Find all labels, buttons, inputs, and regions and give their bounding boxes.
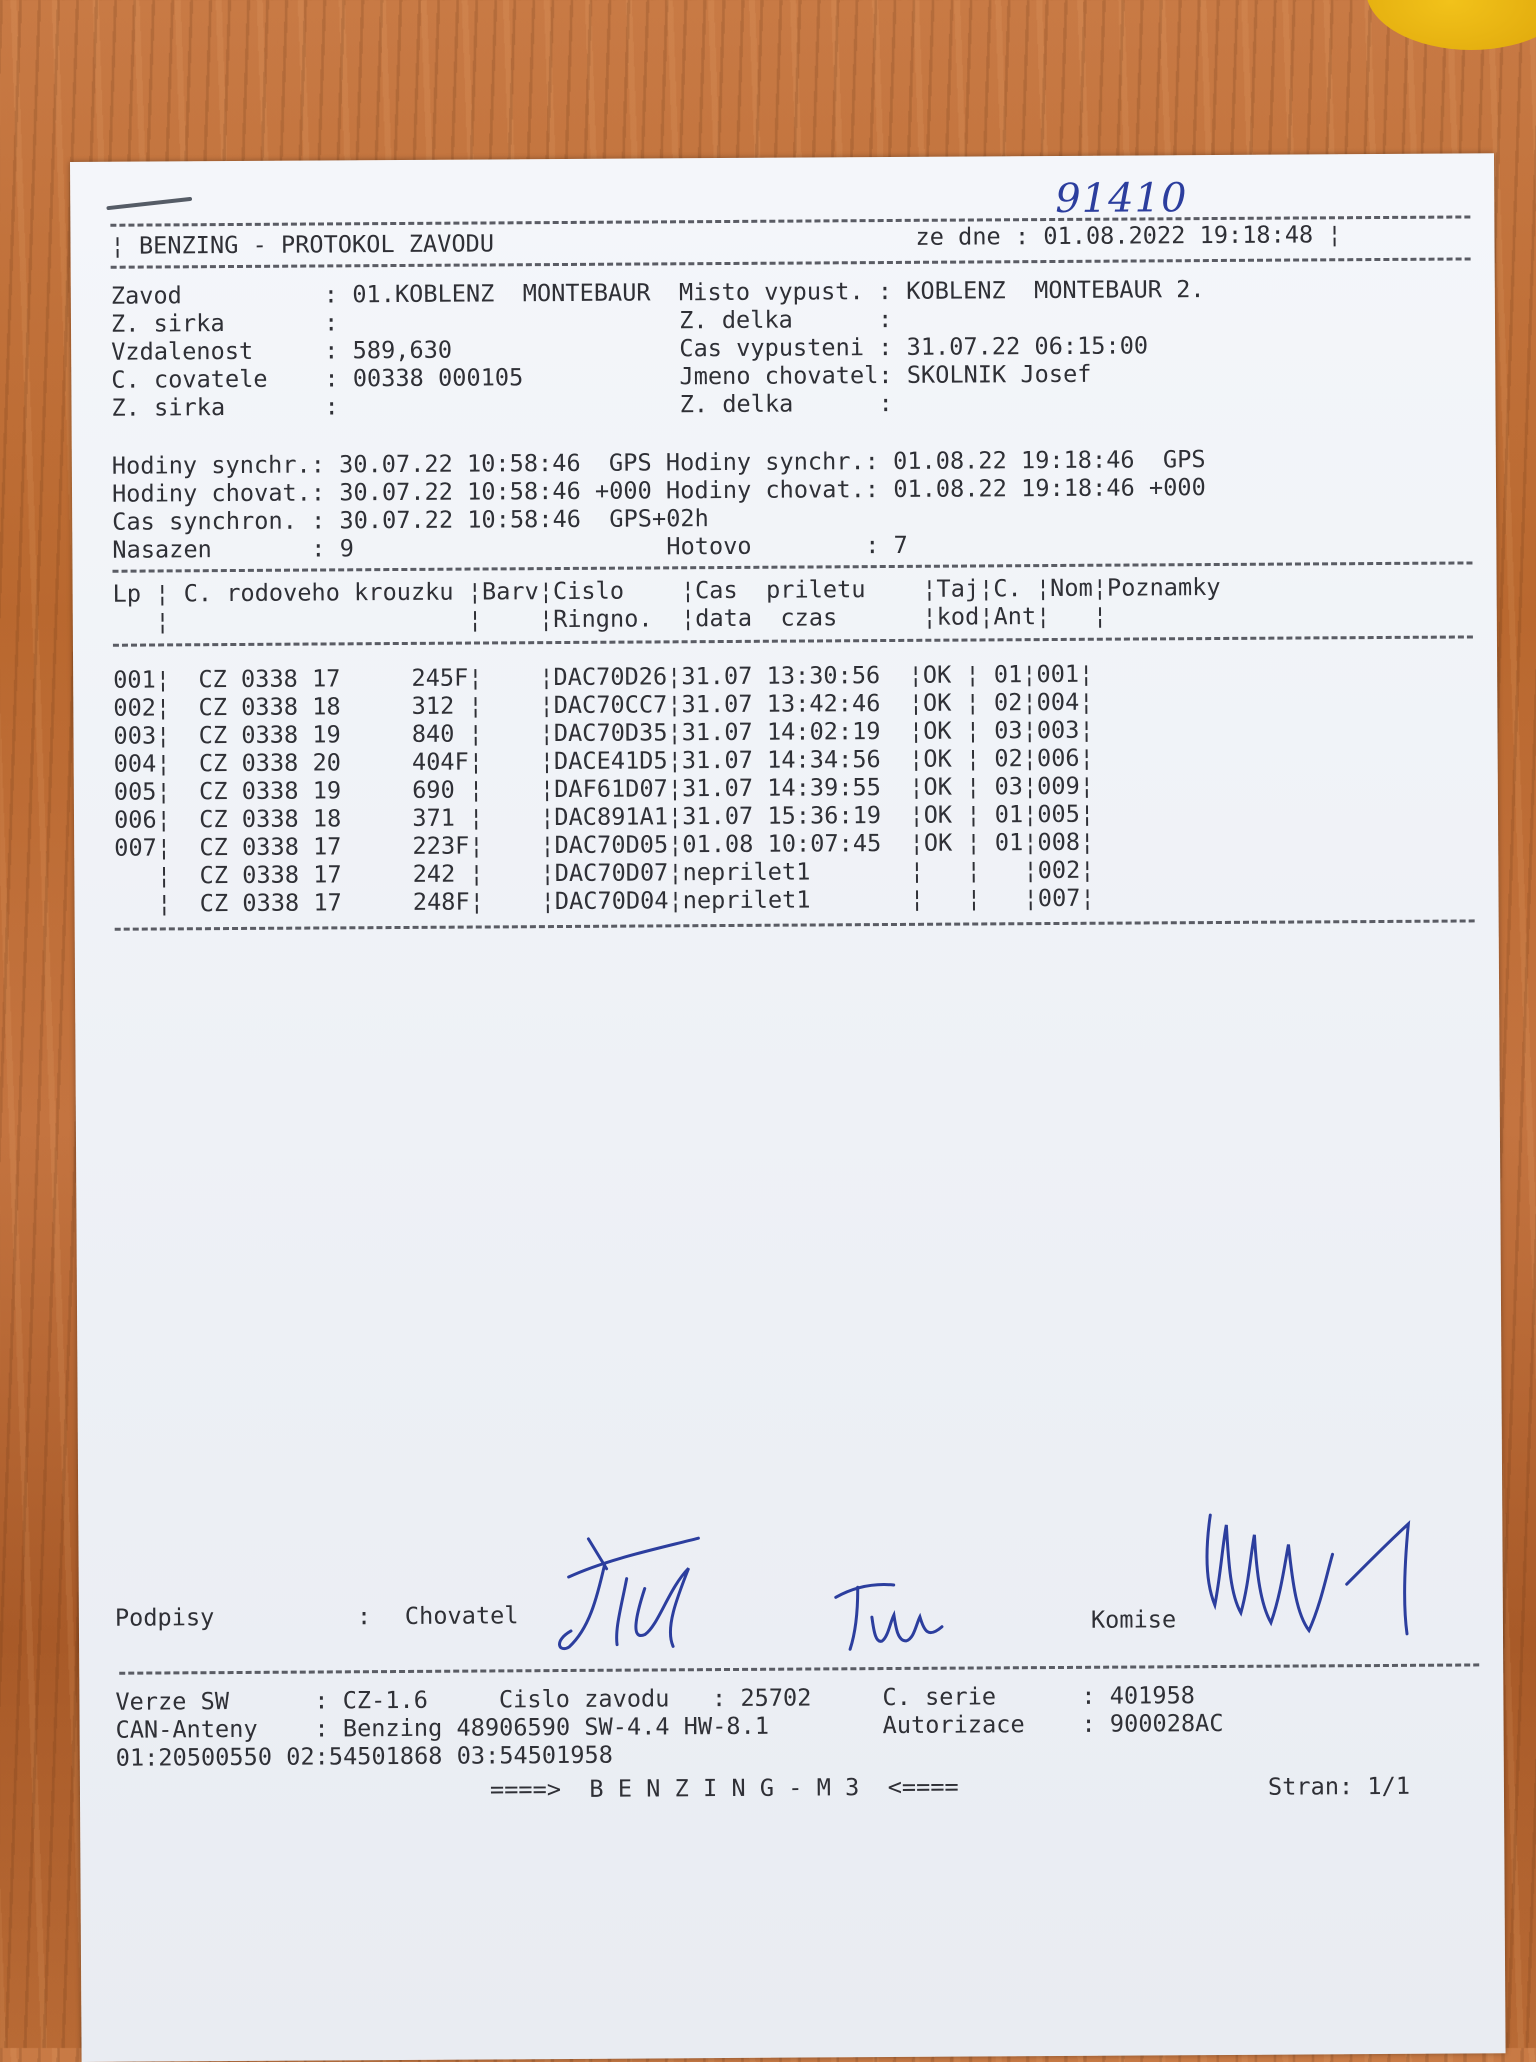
table-row: ¦ CZ 0338 17 242 ¦ ¦DAC70D07¦neprilet1 ¦ ¦ ¦002¦ bbox=[114, 855, 1095, 890]
info-line: C. covatele : 00338 000105 Jmeno chovatel: SKOLNIK Josef bbox=[111, 359, 1092, 394]
table-header: ¦ ¦ ¦Ringno. ¦data czas ¦kod¦Ant¦ ¦ bbox=[112, 601, 1108, 636]
table-row: 004¦ CZ 0338 20 404F¦ ¦DACE41D5¦31.07 14:34:56 ¦OK ¦ 02¦006¦ bbox=[113, 743, 1094, 778]
signatures-label: Podpisy bbox=[114, 1603, 215, 1632]
second-signature bbox=[824, 1567, 955, 1658]
commission-signature bbox=[1196, 1494, 1427, 1655]
table-row: 001¦ CZ 0338 17 245F¦ ¦DAC70D26¦31.07 13:30:56 ¦OK ¦ 01¦001¦ bbox=[113, 659, 1094, 694]
table-row: 005¦ CZ 0338 19 690 ¦ ¦DAF61D07¦31.07 14:39:55 ¦OK ¦ 03¦009¦ bbox=[113, 771, 1095, 806]
divider bbox=[113, 635, 1473, 646]
protocol-title: ¦ BENZING - PROTOKOL ZAVODU bbox=[110, 229, 495, 260]
table-row: ¦ CZ 0338 17 248F¦ ¦DAC70D04¦neprilet1 ¦ ¦ ¦007¦ bbox=[114, 883, 1095, 918]
divider bbox=[111, 257, 1471, 268]
race-protocol-sheet bbox=[70, 153, 1506, 2062]
yellow-mug bbox=[1366, 0, 1536, 50]
table-header: Lp ¦ C. rodoveho krouzku ¦Barv¦Cislo ¦Cas priletu ¦Taj¦C. ¦Nom¦Poznamky bbox=[112, 572, 1221, 608]
staple bbox=[106, 197, 192, 210]
signatures-colon: : bbox=[356, 1602, 372, 1631]
clock-line: Cas synchron. : 30.07.22 10:58:46 GPS+02h bbox=[112, 504, 709, 536]
table-row: 003¦ CZ 0338 19 840 ¦ ¦DAC70D35¦31.07 14:02:19 ¦OK ¦ 03¦003¦ bbox=[113, 715, 1094, 750]
info-line: Z. sirka : Z. delka : bbox=[111, 388, 893, 422]
footer-line: CAN-Anteny : Benzing 48906590 SW-4.4 HW-8.1 Autorizace : 900028AC bbox=[115, 1708, 1224, 1744]
divider bbox=[115, 919, 1475, 930]
komise-label: Komise bbox=[1090, 1605, 1177, 1634]
table-row: 006¦ CZ 0338 18 371 ¦ ¦DAC891A1¦31.07 15:36:19 ¦OK ¦ 01¦005¦ bbox=[113, 799, 1095, 834]
chovatel-label: Chovatel bbox=[404, 1601, 519, 1630]
footer-line: Verze SW : CZ-1.6 Cislo zavodu : 25702 C. serie : 401958 bbox=[115, 1681, 1196, 1716]
brand-line: ====> B E N Z I N G - M 3 <==== bbox=[489, 1772, 959, 1804]
info-line: Vzdalenost : 589,630 Cas vypusteni : 31.07.22 06:15:00 bbox=[111, 331, 1149, 366]
page-number: Stran: 1/1 bbox=[1267, 1771, 1411, 1801]
clock-line: Nasazen : 9 Hotovo : 7 bbox=[112, 530, 908, 564]
breeder-signature bbox=[548, 1528, 709, 1659]
table-row: 002¦ CZ 0338 18 312 ¦ ¦DAC70CC7¦31.07 13:42:46 ¦OK ¦ 02¦004¦ bbox=[113, 687, 1094, 722]
divider bbox=[112, 561, 1472, 572]
footer-line: 01:20500550 02:54501868 03:54501958 bbox=[115, 1740, 613, 1772]
info-line: Z. sirka : Z. delka : bbox=[110, 304, 893, 338]
handwritten-number: 91410 bbox=[1055, 175, 1188, 222]
clock-line: Hodiny synchr.: 30.07.22 10:58:46 GPS Hodiny synchr.: 01.08.22 19:18:46 GPS bbox=[111, 445, 1206, 480]
table-row: 007¦ CZ 0338 17 223F¦ ¦DAC70D05¦01.08 10:07:45 ¦OK ¦ 01¦008¦ bbox=[114, 827, 1095, 862]
info-line: Zavod : 01.KOBLENZ MONTEBAUR Misto vypust. : KOBLENZ MONTEBAUR 2. bbox=[110, 275, 1205, 310]
clock-line: Hodiny chovat.: 30.07.22 10:58:46 +000 Hodiny chovat.: 01.08.22 19:18:46 +000 bbox=[111, 473, 1206, 508]
divider bbox=[119, 1663, 1479, 1674]
protocol-date: ze dne : 01.08.2022 19:18:48 ¦ bbox=[915, 220, 1342, 251]
